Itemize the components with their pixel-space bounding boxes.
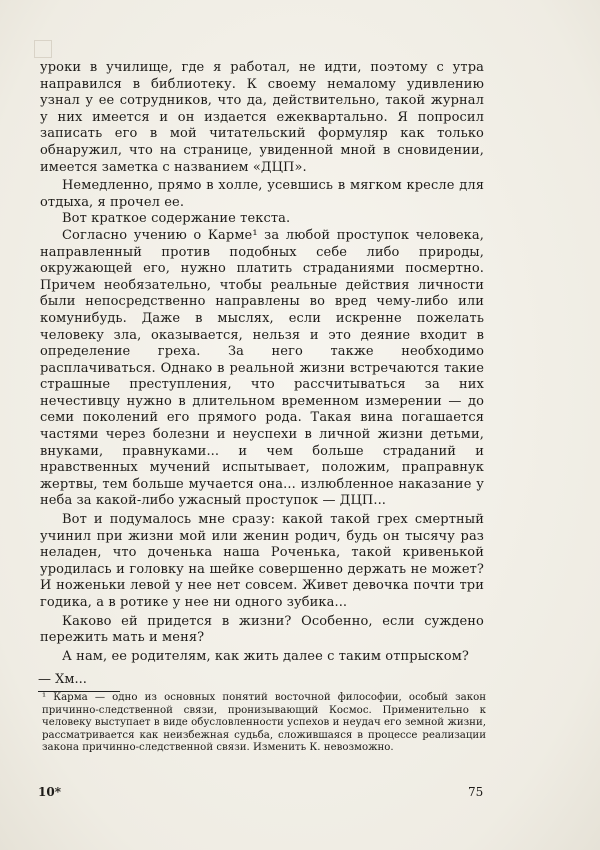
paragraph-4: Согласно учению о Карме¹ за любой проступок человека, направленный против подобных себе либо природы, окружающей его, нужно платить страданиями посмертно. Причем необязательно, чтобы реальные действия личности были непосредственно направлены во вред чему-либо или комунибудь. Даже в мыслях, если искренне пожелать человеку зла, оказывается, нельзя и это деяние входит в определение греха. За него также необходимо расплачиваться. Однако в реальной жизни встречаются такие страшные преступления, что рассчитываться за них нечестивцу нужно в длительном временном измерении — до семи поколений его прямого рода. Такая вина погашается частями через болезни и неуспехи в личной жизни детьми, внуками, правнуками... и чем больше страданий и нравственных мучений испытывает, положим, праправнук жертвы, тем больше мучается она... излюбленное наказание у неба за какой-либо ужасный проступок — ДЦП... [40,227,484,509]
main-text [40,60,484,665]
paragraph-5: Вот и подумалось мне сразу: какой такой грех смертный учинил при жизни мой или женин родич, будь он тысячу раз неладен, что доченька наша Роченька, такой кривенькой уродилась и головку на шейке совершенно держать не может? И ноженьки левой у нее нет совсем. Живет девочка почти три годика, а в ротике у нее ни одного зубика... [40,512,484,610]
page-number: 75 [468,785,484,799]
paragraph-6: Каково ей придется в жизни? Особенно, если суждено пережить мать и меня? [40,613,484,646]
corner-mark [34,40,52,58]
signature-mark: 10* [38,785,61,799]
dialogue-line: — Хм... [38,672,87,687]
paragraph-3: Вот краткое содержание текста. [62,211,291,227]
footnote-text: ¹ Карма — одно из основных понятий восточной философии, особый закон причинно-следственной связи, пронизывающий Космос. Применительно к человеку выступает в виде обусловленности успехов и неудач его земной жизни, рассматривается как неизбежная судьба, сложившаяся в процессе реализации закона причинно-следственной связи. Изменить К. невозможно. [42,692,486,754]
paragraph-1: уроки в училище, где я работал, не идти, поэтому с утра направился в библиотеку. К своему немалому удивлению узнал у ее сотрудников, что да, действительно, такой журнал у них имеется и он издается ежеквартально. Я попросил записать его в мой читательский формуляр как только обнаружил, что на странице, увиденной мной в сновидении, имеется заметка с названием «ДЦП». [40,60,484,175]
footnote [42,692,486,755]
paragraph-7: А нам, ее родителям, как жить далее с таким отпрыском? [62,648,469,664]
paragraph-2: Немедленно, прямо в холле, усевшись в мягком кресле для отдыха, я прочел ее. [40,178,484,210]
